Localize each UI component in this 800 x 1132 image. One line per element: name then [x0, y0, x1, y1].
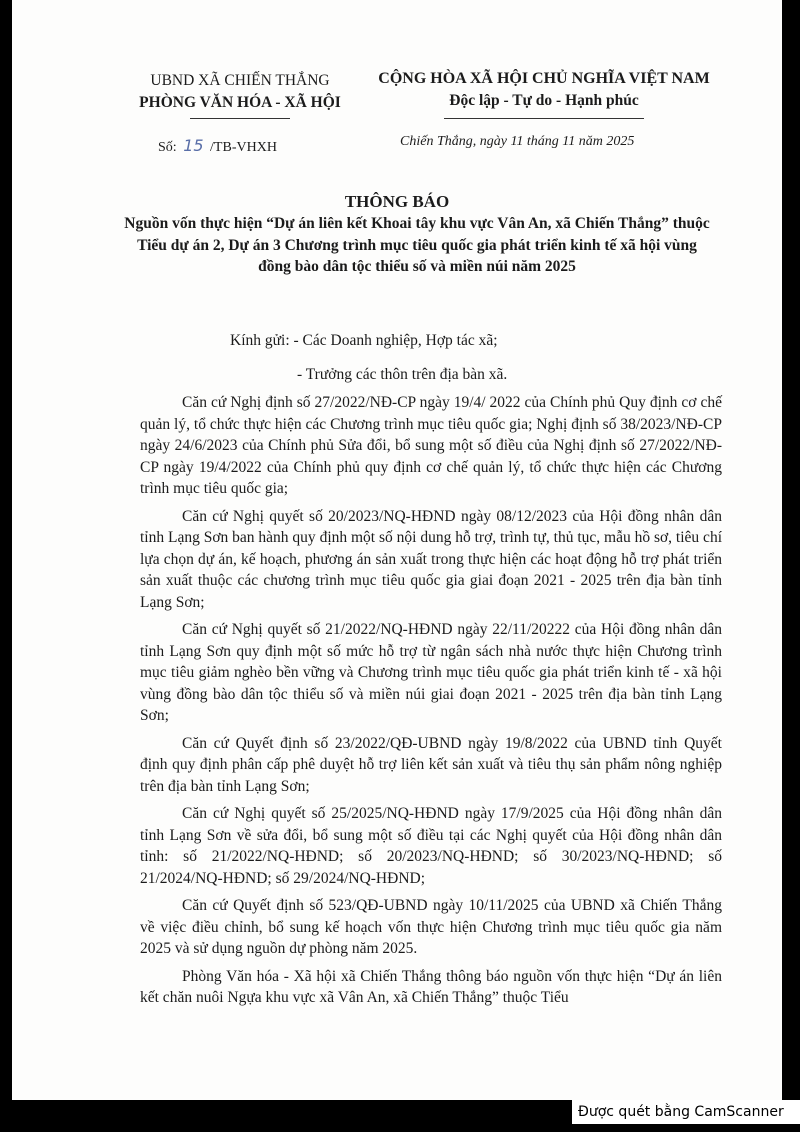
motto: Độc lập - Tự do - Hạnh phúc	[449, 92, 639, 109]
recipient-line-1: Kính gửi: - Các Doanh nghiệp, Hợp tác xã;	[230, 332, 498, 349]
body-paragraph: Căn cứ Quyết định số 23/2022/QĐ-UBND ngày 19/8/2022 của UBND tỉnh Quyết định quy định phân cấp phê duyệt hỗ trợ liên kết sản xuất và tiêu thụ sản phẩm nông nghiệp trên địa bàn tỉnh Lạng Sơn;	[140, 734, 722, 795]
recipient-line-2: - Trưởng các thôn trên địa bàn xã.	[297, 366, 508, 383]
document-subtitle: Nguồn vốn thực hiện “Dự án liên kết Khoai tây khu vực Vân An, xã Chiến Thắng” thuộc Tiểu dự án 2, Dự án 3 Chương trình mục tiêu quốc gia phát triển kinh tế xã hội vùng đồng bào dân tộc thiểu số và miền núi năm 2025	[124, 215, 710, 275]
body-paragraph: Căn cứ Nghị định số 27/2022/NĐ-CP ngày 19/4/ 2022 của Chính phủ Quy định cơ chế quản lý, tổ chức thực hiện các Chương trình mục tiêu quốc gia; Nghị định số 38/2023/NĐ-CP ngày 24/6/2023 của Chính phủ Sửa đổi, bổ sung một số điều của Nghị định số 27/2022/NĐ-CP ngày 19/4/2022 của Chính phủ quy định cơ chế quản lý, tổ chức thực hiện các Chương trình mục tiêu quốc gia;	[140, 394, 722, 497]
motto-underline	[444, 118, 644, 119]
agency-underline	[190, 118, 290, 119]
document-page	[12, 0, 782, 1100]
country-name: CỘNG HÒA XÃ HỘI CHỦ NGHĨA VIỆT NAM	[378, 70, 710, 87]
scanner-watermark: Được quét bằng CamScanner	[572, 1100, 800, 1124]
doc-number-prefix: Số:	[158, 140, 177, 155]
national-motto	[344, 68, 744, 112]
body-paragraph: Căn cứ Nghị quyết số 20/2023/NQ-HĐND ngày 08/12/2023 của Hội đồng nhân dân tỉnh Lạng Sơn ban hành quy định một số nội dung hỗ trợ, trình tự, thủ tục, mẫu hồ sơ, tiêu chí lựa chọn dự án, kế hoạch, phương án sản xuất trong thực hiện các hoạt động hỗ trợ phát triển sản xuất thuộc các chương trình mục tiêu quốc gia giai đoạn 2021 - 2025 trên địa bàn tỉnh Lạng Sơn;	[140, 507, 722, 611]
agency-parent: UBND XÃ CHIẾN THẮNG	[150, 72, 330, 89]
place-date: Chiến Thắng, ngày 11 tháng 11 năm 2025	[400, 134, 635, 149]
document-number	[158, 136, 277, 156]
doc-number-suffix: /TB-VHXH	[210, 140, 277, 155]
body-paragraph: Phòng Văn hóa - Xã hội xã Chiến Thắng thông báo nguồn vốn thực hiện “Dự án liên kết chăn nuôi Ngựa khu vực xã Vân An, xã Chiến Thắng” thuộc Tiểu	[140, 967, 722, 1006]
doc-number-handwritten: 15	[183, 136, 204, 155]
body-paragraph: Căn cứ Nghị quyết số 21/2022/NQ-HĐND ngày 22/11/20222 của Hội đồng nhân dân tỉnh Lạng Sơn quy định một số mức hỗ trợ từ ngân sách nhà nước thực hiện Chương trình mục tiêu giảm nghèo bền vững và Chương trình mục tiêu quốc gia phát triển kinh tế - xã hội vùng đồng bào dân tộc thiểu số và miền núi giai đoạn 2021 - 2025 trên địa bàn tỉnh Lạng Sơn;	[140, 621, 722, 724]
body-paragraph: Căn cứ Quyết định số 523/QĐ-UBND ngày 10/11/2025 của UBND xã Chiến Thắng về việc điều chỉnh, bổ sung kế hoạch vốn thực hiện Chương trình mục tiêu quốc gia năm 2025 và sử dụng nguồn dự phòng năm 2025.	[140, 897, 722, 957]
body-paragraph: Căn cứ Nghị quyết số 25/2025/NQ-HĐND ngày 17/9/2025 của Hội đồng nhân dân tỉnh Lạng Sơn về sửa đổi, bổ sung một số điều tại các Nghị quyết của Hội đồng nhân dân tỉnh: số 21/2022/NQ-HĐND; số 20/2023/NQ-HĐND; số 30/2023/NQ-HĐND; số 21/2024/NQ-HĐND; số 29/2024/NQ-HĐND;	[140, 805, 722, 887]
document-title: THÔNG BÁO	[344, 192, 450, 211]
issuing-agency	[120, 70, 360, 114]
document-body	[140, 392, 722, 1015]
recipients	[230, 329, 507, 387]
agency-name: PHÒNG VĂN HÓA - XÃ HỘI	[139, 94, 341, 111]
